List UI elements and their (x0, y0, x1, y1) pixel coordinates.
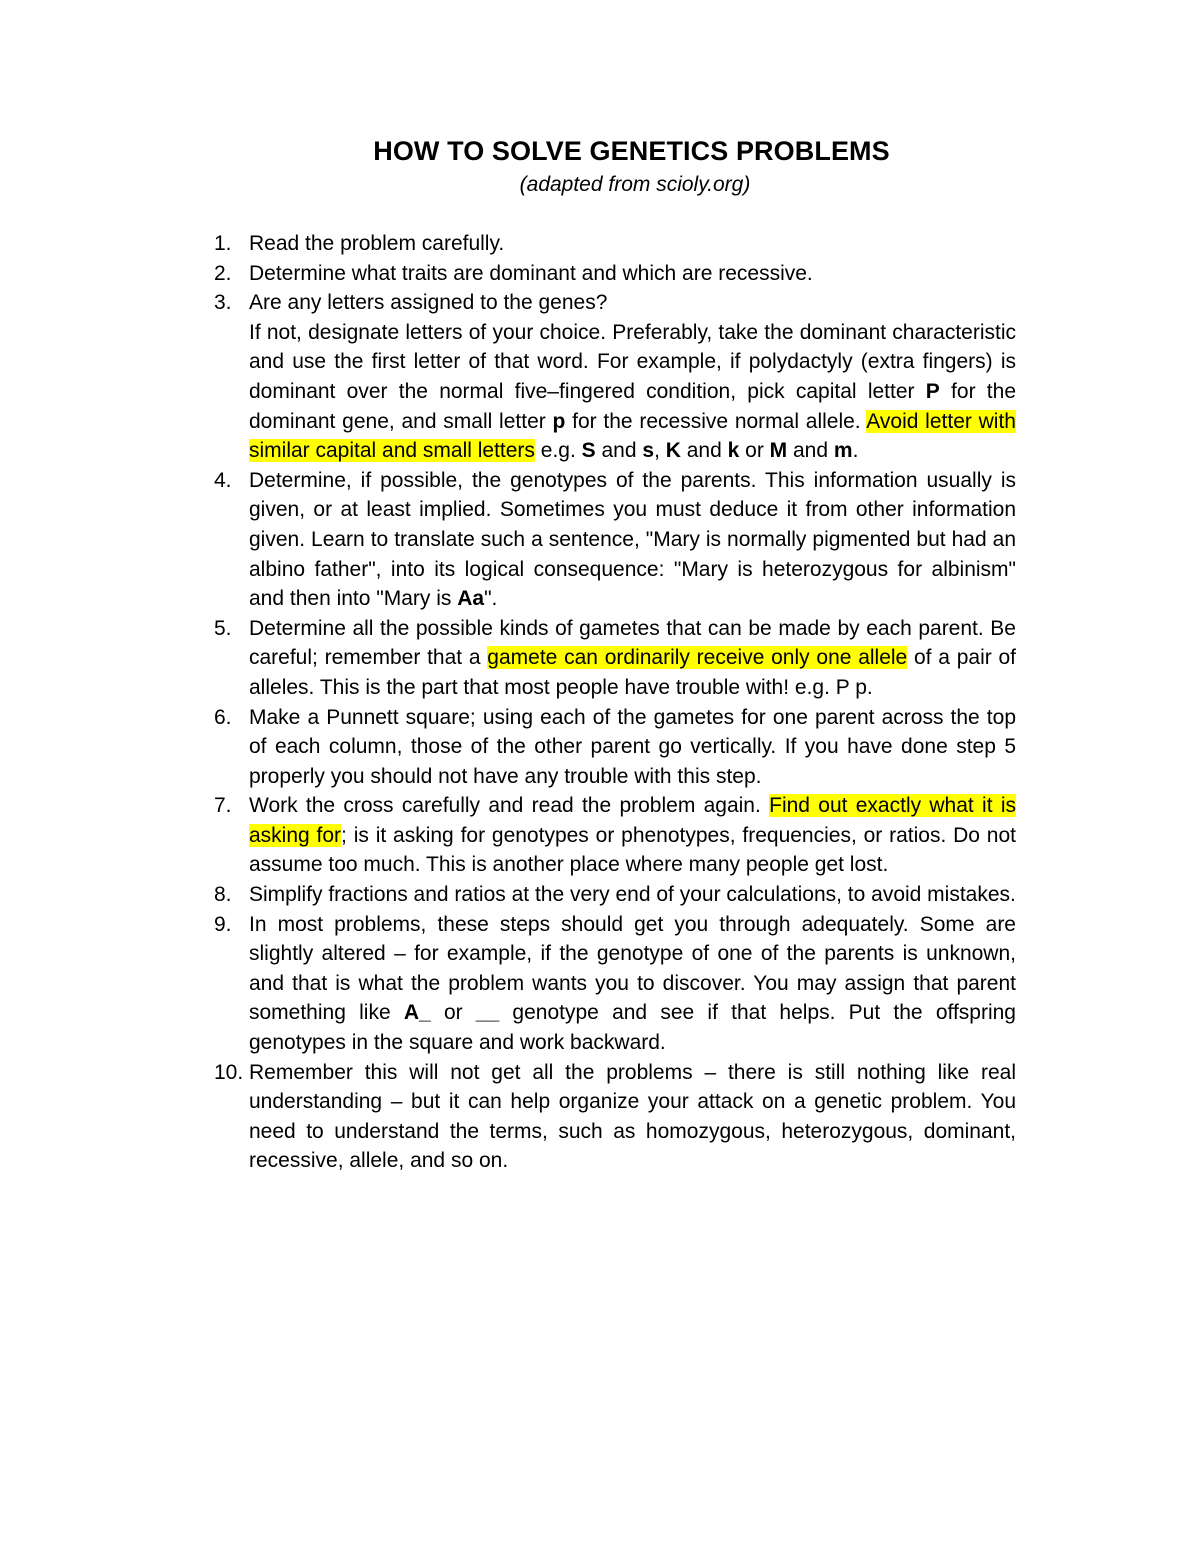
step-item (214, 880, 1016, 910)
step-text-segment: e.g. (534, 439, 582, 463)
step-text (249, 703, 1016, 792)
step-text-segment: and (595, 439, 643, 463)
bold-term: M (769, 439, 788, 463)
step-text-segment: Work the cross carefully and read the problem again. (249, 794, 770, 818)
step-text-segment: Remember this will not get all the problems – there is still nothing like real understanding – but it can help organize your attack on a genetic problem. You need to understand the terms, such as homozygous, heterozygous, dominant, recessive, allele, and so on. (249, 1060, 1016, 1173)
step-text (249, 1058, 1016, 1176)
step-text-segment: Determine what traits are dominant and which are recessive. (249, 261, 813, 285)
step-item (214, 229, 1016, 259)
bold-term: P (925, 379, 940, 403)
step-text (249, 880, 1016, 910)
step-text (249, 910, 1016, 1058)
page-subtitle: (adapted from scioly.org) (519, 173, 751, 196)
step-text (249, 259, 1016, 289)
step-text-segment: If not, designate letters of your choice. Preferably, take the dominant characteristic and use the first letter of that word. For example, if polydactyly (extra fingers) is dominant over the normal five–fingered condition, pick capital letter (249, 320, 1016, 403)
step-text-segment: of a pair of alleles. This is the part that most people have trouble with! e.g. P p. (249, 646, 1017, 699)
step-text (249, 791, 1016, 880)
step-text (249, 466, 1016, 614)
steps-list (214, 229, 1016, 1176)
step-text-segment: or (430, 1001, 476, 1025)
step-text-segment: Are any letters assigned to the genes? (249, 291, 608, 315)
step-number: 6. (214, 705, 232, 729)
step-text-segment: Make a Punnett square; using each of the gametes for one parent across the top of each column, those of the other parent go vertically. If you have done step 5 properly you should not have any trouble with this step. (249, 705, 1016, 788)
page-title: HOW TO SOLVE GENETICS PROBLEMS (373, 136, 890, 166)
step-number: 2. (214, 261, 232, 285)
bold-term: A_ (403, 1001, 431, 1025)
step-item (214, 791, 1016, 880)
step-text-segment: ; is it asking for genotypes or phenotypes, frequencies, or ratios. Do not assume too much. This is another place where many people get lost. (249, 823, 1017, 877)
bold-term: __ (475, 1001, 500, 1025)
step-item (214, 703, 1016, 792)
step-number: 7. (214, 794, 232, 818)
step-text (249, 229, 1016, 259)
step-text (249, 614, 1016, 703)
step-text-segment: Determine, if possible, the genotypes of the parents. This information usually is given, or at least implied. Sometimes you must deduce it from other information given. Learn to translate such a sentence, "Mary is normally pigmented but had an albino father", into its logical consequence: "Mary is heterozygous for albinism" and then into "Mary is (249, 468, 1016, 611)
bold-term: Aa (457, 587, 485, 611)
highlighted-text: Avoid letter with similar capital and small letters (249, 409, 1016, 463)
bold-term: k (727, 439, 740, 463)
bold-term: m (833, 439, 853, 463)
step-text-segment: . (852, 439, 859, 463)
step-item (214, 1058, 1016, 1176)
step-number: 10. (214, 1060, 244, 1084)
step-text-segment: for the recessive normal allele. (565, 409, 867, 433)
step-text-segment: In most problems, these steps should get you through adequately. Some are slightly altered – for example, if the genotype of one of the parents is unknown, and that is what the problem wants you to discover. You may assign that parent something like (249, 912, 1016, 1025)
step-text-segment: for the dominant gene, and small letter (249, 379, 1017, 433)
step-text-segment: genotype and see if that helps. Put the offspring genotypes in the square and work backward. (249, 1001, 1016, 1055)
bold-term: p (552, 409, 566, 433)
step-number: 5. (214, 616, 232, 640)
step-item (214, 259, 1016, 289)
step-number: 8. (214, 883, 232, 907)
step-text (249, 288, 1016, 466)
bold-term: S (581, 439, 596, 463)
step-item (214, 614, 1016, 703)
step-item (214, 288, 1016, 466)
step-text-segment: Determine all the possible kinds of gametes that can be made by each parent. Be careful; remember that a (249, 616, 1016, 670)
step-text-segment: ". (484, 587, 498, 611)
step-text-segment: and (680, 439, 728, 463)
highlighted-text: Find out exactly what it is asking for (249, 794, 1016, 847)
bold-term: K (665, 439, 681, 463)
step-item (214, 910, 1016, 1058)
step-text-segment: Read the problem carefully. (249, 232, 505, 255)
step-number: 3. (214, 291, 232, 315)
step-text-segment: Simplify fractions and ratios at the very end of your calculations, to avoid mistakes. (249, 883, 1016, 907)
step-number: 9. (214, 912, 232, 936)
step-text-segment: , (654, 439, 666, 463)
highlighted-text: gamete can ordinarily receive only one allele (487, 646, 908, 670)
step-number: 1. (214, 232, 232, 255)
step-text-segment: and (787, 439, 834, 463)
step-text-segment: or (739, 439, 770, 463)
step-item (214, 466, 1016, 614)
bold-term: s (642, 439, 655, 463)
step-number: 4. (214, 468, 232, 492)
